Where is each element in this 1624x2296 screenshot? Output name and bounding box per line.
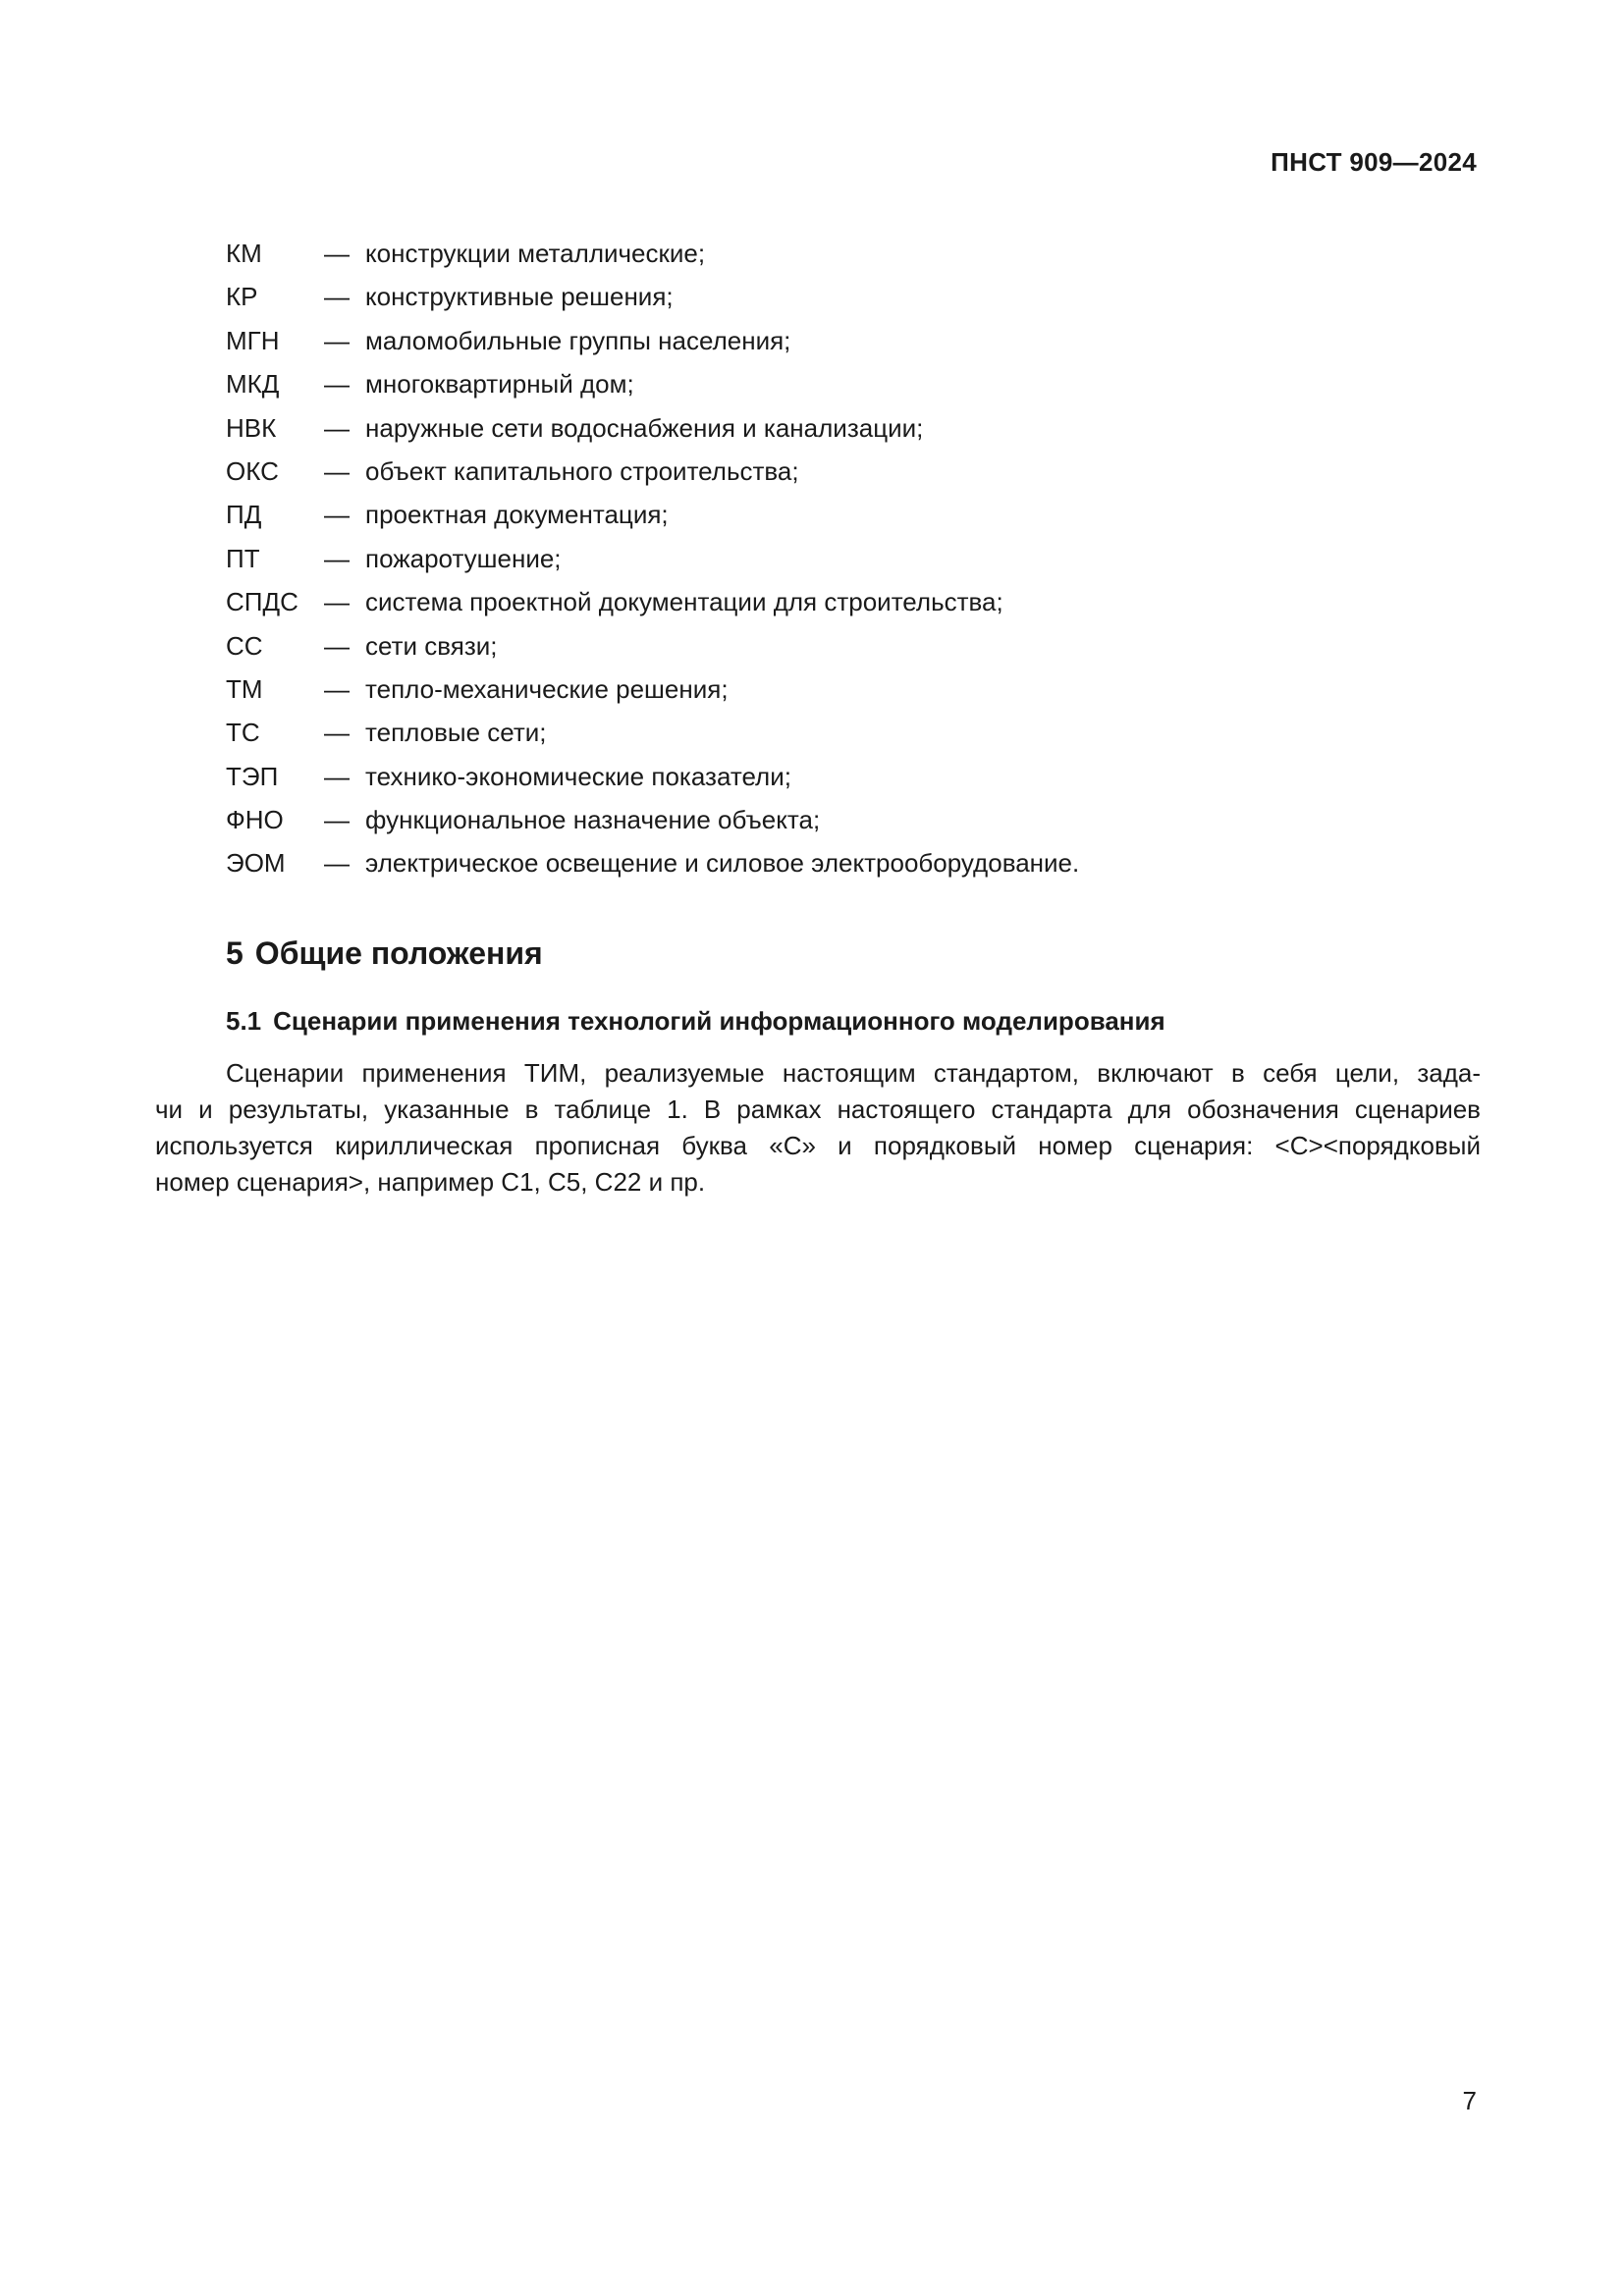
abbreviation-dash: — — [324, 239, 350, 268]
abbreviation-definition: тепло-механические решения; — [365, 673, 729, 704]
page-number: 7 — [1462, 2086, 1477, 2115]
abbreviation-dash: — — [324, 718, 350, 748]
abbreviation-dash: — — [324, 500, 350, 530]
abbreviation-row — [226, 275, 1483, 318]
subsection-title: Сценарии применения технологий информационного моделирования — [273, 1006, 1165, 1036]
abbreviation-term: КМ — [226, 239, 262, 268]
abbreviation-row — [226, 711, 1483, 754]
abbreviation-definition: функциональное назначение объекта; — [365, 805, 821, 835]
document-code: ПНСТ 909—2024 — [1271, 147, 1477, 177]
abbreviation-definition: конструкции металлические; — [365, 239, 706, 268]
abbreviation-definition: маломобильные группы населения; — [365, 325, 791, 355]
abbreviation-term: ТС — [226, 718, 260, 748]
abbreviation-term: ТЭП — [226, 761, 279, 791]
abbreviation-row — [226, 450, 1483, 493]
abbreviation-term: МКД — [226, 369, 280, 400]
abbreviation-row — [226, 362, 1483, 405]
abbreviation-dash: — — [324, 761, 350, 791]
abbreviation-dash: — — [324, 805, 350, 835]
abbreviation-definition: технико-экономические показатели; — [365, 761, 791, 791]
subsection-number: 5.1 — [226, 1006, 262, 1036]
abbreviation-definition: наружные сети водоснабжения и канализации; — [365, 412, 924, 443]
abbreviation-dash: — — [324, 673, 350, 704]
abbreviation-term: СС — [226, 630, 263, 661]
abbreviation-row — [226, 493, 1483, 536]
abbreviation-term: НВК — [226, 412, 277, 443]
abbreviation-dash: — — [324, 369, 350, 400]
abbreviation-row — [226, 798, 1483, 841]
paragraph-line: Сценарии применения ТИМ, реализуемые настоящим стандартом, включают в себя цели, зада- — [226, 1058, 1481, 1088]
paragraph-line: чи и результаты, указанные в таблице 1. В рамках настоящего стандарта для обозначения сценариев — [155, 1095, 1481, 1124]
abbreviation-dash: — — [324, 543, 350, 573]
abbreviation-term: ТМ — [226, 673, 263, 704]
section-title: Общие положения — [254, 935, 543, 971]
abbreviation-term: МГН — [226, 325, 280, 355]
abbreviation-row — [226, 755, 1483, 798]
abbreviation-term: ЭОМ — [226, 848, 286, 879]
abbreviation-definition: система проектной документации для строительства; — [365, 587, 1003, 617]
abbreviation-term: ОКС — [226, 455, 279, 486]
section-heading — [226, 935, 543, 972]
abbreviation-term: ПД — [226, 500, 262, 530]
paragraph-line: номер сценария>, например С1, С5, С22 и пр. — [155, 1167, 706, 1197]
abbreviation-term: ПТ — [226, 543, 260, 573]
abbreviation-row — [226, 667, 1483, 711]
body-paragraph — [155, 1055, 1481, 1201]
abbreviation-row — [226, 624, 1483, 667]
abbreviation-dash: — — [324, 455, 350, 486]
abbreviation-row — [226, 319, 1483, 362]
paragraph-line: используется кириллическая прописная буква «С» и порядковый номер сценария: <С><порядковый — [155, 1131, 1481, 1160]
abbreviation-row — [226, 232, 1483, 275]
abbreviation-definition: проектная документация; — [365, 500, 669, 530]
abbreviation-definition: многоквартирный дом; — [365, 369, 634, 400]
abbreviation-list — [226, 232, 1483, 885]
abbreviation-dash: — — [324, 325, 350, 355]
abbreviation-row — [226, 580, 1483, 623]
abbreviation-term: КР — [226, 282, 258, 312]
abbreviation-definition: пожаротушение; — [365, 543, 562, 573]
abbreviation-row — [226, 841, 1483, 884]
abbreviation-definition: тепловые сети; — [365, 718, 547, 748]
abbreviation-term: ФНО — [226, 805, 284, 835]
abbreviation-definition: объект капитального строительства; — [365, 455, 799, 486]
abbreviation-dash: — — [324, 282, 350, 312]
section-number: 5 — [226, 935, 244, 971]
abbreviation-definition: конструктивные решения; — [365, 282, 674, 312]
abbreviation-row — [226, 537, 1483, 580]
abbreviation-term: СПДС — [226, 587, 298, 617]
abbreviation-dash: — — [324, 587, 350, 617]
abbreviation-row — [226, 406, 1483, 450]
subsection-heading — [226, 1006, 1165, 1037]
abbreviation-dash: — — [324, 412, 350, 443]
abbreviation-dash: — — [324, 848, 350, 879]
abbreviation-definition: электрическое освещение и силовое электрооборудование. — [365, 848, 1080, 879]
abbreviation-definition: сети связи; — [365, 630, 498, 661]
abbreviation-dash: — — [324, 630, 350, 661]
